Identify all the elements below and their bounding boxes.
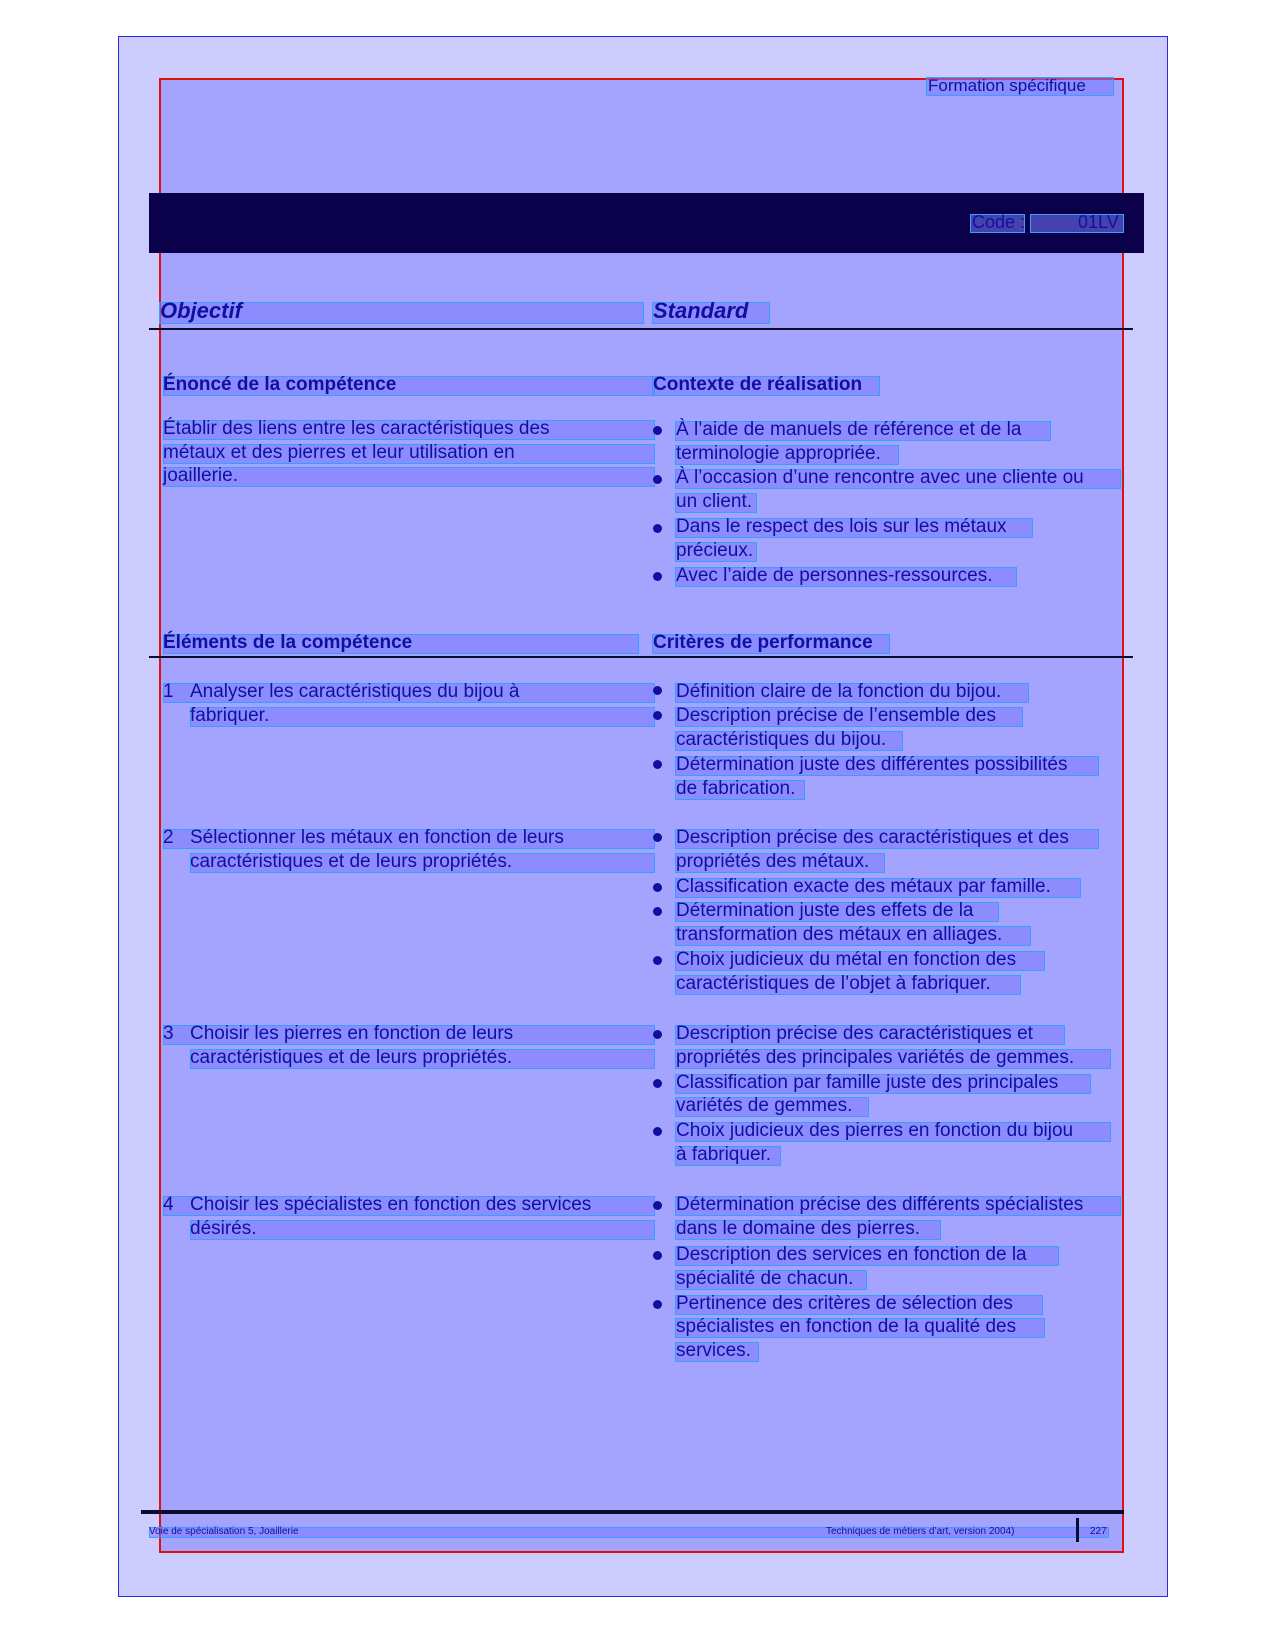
criterion-line: Pertinence des critères de sélection des [676, 1293, 1013, 1314]
context-line: un client. [676, 491, 753, 512]
context-line: terminologie appropriée. [676, 443, 881, 464]
enonce-line: Établir des liens entre les caractéristiques des [163, 418, 550, 439]
element-line: Analyser les caractéristiques du bijou à [190, 681, 520, 702]
bullet-icon [653, 572, 662, 581]
element-line: fabriquer. [190, 705, 270, 726]
criterion-line: Détermination juste des différentes possibilités [676, 754, 1068, 775]
criterion-line: spécialité de chacun. [676, 1268, 854, 1289]
bullet-icon [653, 833, 662, 842]
criterion-line: Classification exacte des métaux par famille. [676, 876, 1051, 897]
enonce-line: joaillerie. [163, 465, 238, 486]
criterion-line: Description des services en fonction de la [676, 1244, 1027, 1265]
criterion-line: propriétés des principales variétés de gemmes. [676, 1047, 1075, 1068]
elements-rule [149, 656, 1133, 658]
footer-left: Voie de spécialisation 5, Joaillerie [149, 1526, 299, 1537]
bullet-icon [653, 1030, 662, 1039]
element-line: caractéristiques et de leurs propriétés. [190, 851, 513, 872]
page-number: 227 [1090, 1526, 1107, 1537]
enonce-heading: Énoncé de la compétence [163, 374, 397, 395]
element-number: 1 [163, 681, 174, 702]
criterion-line: propriétés des métaux. [676, 851, 870, 872]
context-line: À l’aide de manuels de référence et de la [676, 419, 1022, 440]
context-line: Dans le respect des lois sur les métaux [676, 516, 1007, 537]
bullet-icon [653, 711, 662, 720]
text-box [190, 1220, 655, 1240]
bullet-icon [653, 1079, 662, 1088]
criterion-line: variétés de gemmes. [676, 1095, 853, 1116]
element-line: caractéristiques et de leurs propriétés. [190, 1047, 513, 1068]
criterion-line: spécialistes en fonction de la qualité des [676, 1316, 1017, 1337]
element-line: Choisir les spécialistes en fonction des services [190, 1194, 592, 1215]
footer-separator [1076, 1518, 1079, 1542]
criteres-heading: Critères de performance [653, 632, 873, 653]
element-line: Choisir les pierres en fonction de leurs [190, 1023, 514, 1044]
title-rule [149, 328, 1133, 330]
criterion-line: de fabrication. [676, 778, 796, 799]
element-line: Sélectionner les métaux en fonction de leurs [190, 827, 564, 848]
code-value: 01LV [1078, 212, 1119, 232]
bullet-icon [653, 956, 662, 965]
footer-right: Techniques de métiers d’art, version 2004) [826, 1526, 1015, 1537]
formation-label: Formation spécifique [928, 76, 1086, 95]
criterion-line: Détermination précise des différents spécialistes [676, 1194, 1084, 1215]
contexte-heading: Contexte de réalisation [653, 374, 863, 395]
context-line: À l’occasion d’une rencontre avec une cliente ou [676, 467, 1084, 488]
criterion-line: services. [676, 1340, 751, 1361]
criterion-line: à fabriquer. [676, 1144, 772, 1165]
criterion-line: Choix judicieux du métal en fonction des [676, 949, 1017, 970]
bullet-icon [653, 1300, 662, 1309]
bullet-icon [653, 907, 662, 916]
bullet-icon [653, 524, 662, 533]
bullet-icon [653, 686, 662, 695]
bullet-icon [653, 475, 662, 484]
criterion-line: Classification par famille juste des principales [676, 1072, 1059, 1093]
element-line: désirés. [190, 1218, 257, 1239]
criterion-line: Choix judicieux des pierres en fonction du bijou [676, 1120, 1074, 1141]
criterion-line: transformation des métaux en alliages. [676, 924, 1003, 945]
element-number: 4 [163, 1194, 174, 1215]
bullet-icon [653, 760, 662, 769]
criterion-line: caractéristiques de l’objet à fabriquer. [676, 973, 991, 994]
criterion-line: Définition claire de la fonction du bijou. [676, 681, 1002, 702]
code-label: Code : [972, 212, 1026, 232]
bullet-icon [653, 426, 662, 435]
bullet-icon [653, 1127, 662, 1136]
criterion-line: Détermination juste des effets de la [676, 900, 974, 921]
criterion-line: Description précise de l’ensemble des [676, 705, 996, 726]
context-line: Avec l’aide de personnes-ressources. [676, 565, 993, 586]
bullet-icon [653, 1201, 662, 1210]
enonce-line: métaux et des pierres et leur utilisation en [163, 442, 515, 463]
context-line: précieux. [676, 540, 754, 561]
elements-heading: Éléments de la compétence [163, 632, 413, 653]
element-number: 3 [163, 1023, 174, 1044]
bullet-icon [653, 883, 662, 892]
bullet-icon [653, 1251, 662, 1260]
standard-title: Standard [653, 298, 749, 323]
criterion-line: caractéristiques du bijou. [676, 729, 887, 750]
footer-rule [141, 1510, 1124, 1514]
criterion-line: Description précise des caractéristiques et [676, 1023, 1033, 1044]
element-number: 2 [163, 827, 174, 848]
objectif-title: Objectif [160, 298, 242, 323]
criterion-line: Description précise des caractéristiques et des [676, 827, 1069, 848]
criterion-line: dans le domaine des pierres. [676, 1218, 920, 1239]
